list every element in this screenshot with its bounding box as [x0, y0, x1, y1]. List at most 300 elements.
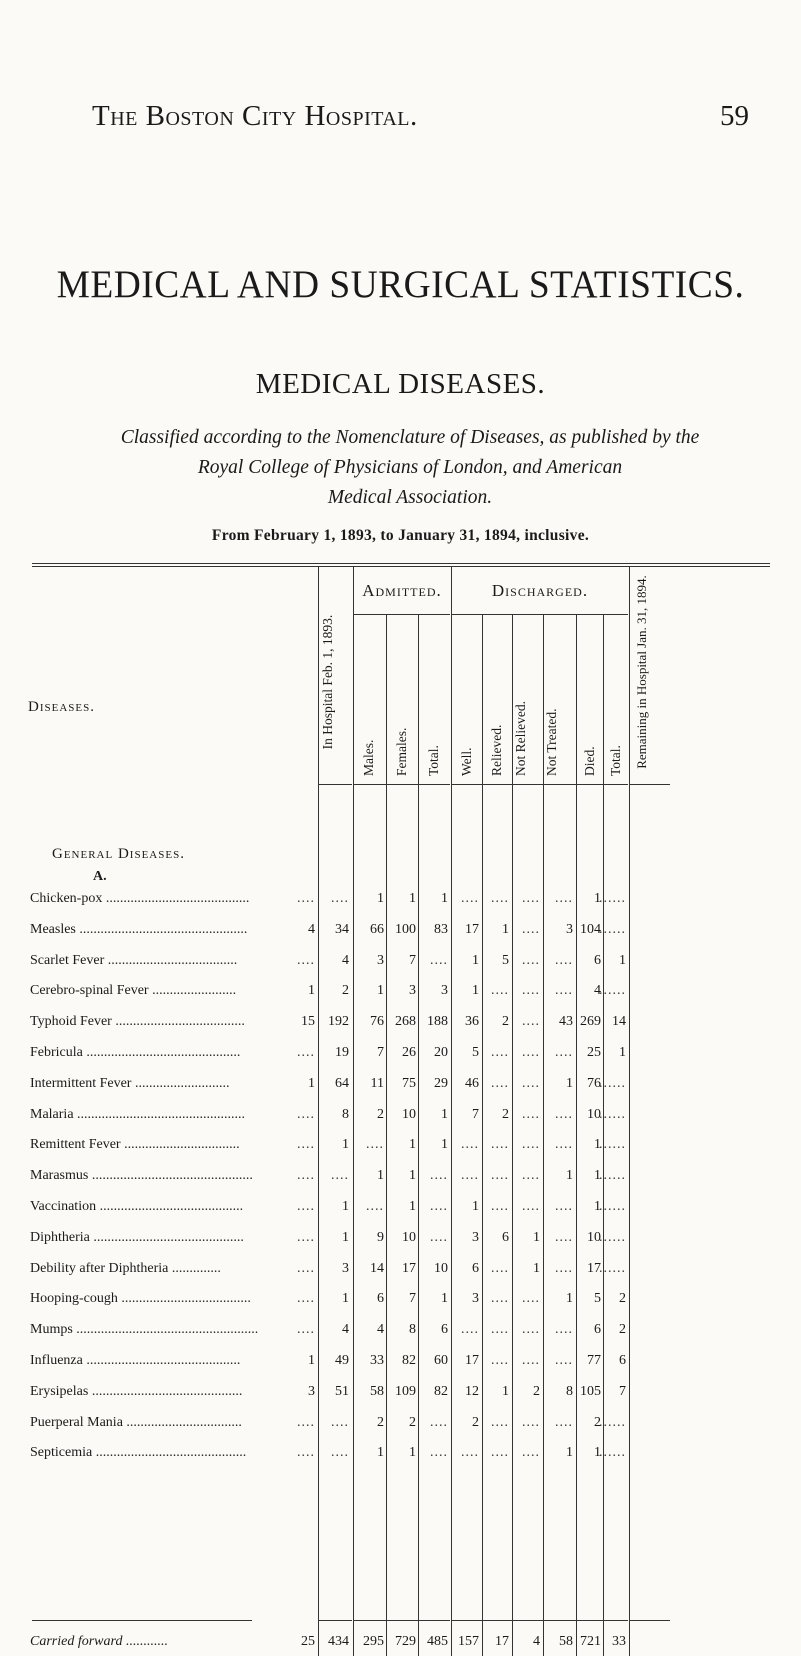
cell-nr: ....: [491, 1168, 509, 1183]
cell-w: 83: [434, 922, 448, 937]
cell-t: 268: [395, 1014, 416, 1029]
total-label: Carried forward ............: [30, 1634, 168, 1649]
cell-dt: 10: [587, 1107, 601, 1122]
table-row: [0, 922, 801, 944]
cell-d: 1: [566, 1445, 573, 1460]
cell-r: 5: [472, 1045, 479, 1060]
cell-nt: ....: [522, 922, 540, 937]
cell-d: ....: [555, 1107, 573, 1122]
cell-nt: ....: [522, 1322, 540, 1337]
cell-rem: ......: [599, 1230, 626, 1245]
cell-t: 1: [409, 1137, 416, 1152]
cell-w: 485: [427, 1634, 448, 1649]
cell-w: 29: [434, 1076, 448, 1091]
cell-m: 1: [342, 1291, 349, 1306]
cell-d: ....: [555, 891, 573, 906]
cell-t: 1: [409, 1168, 416, 1183]
cell-w: ....: [430, 1230, 448, 1245]
cell-rem: 2: [619, 1322, 626, 1337]
row-label: Debility after Diphtheria ..............: [30, 1261, 221, 1276]
cell-in: ....: [297, 1445, 315, 1460]
cell-f: 9: [377, 1230, 384, 1245]
cell-f: 58: [370, 1384, 384, 1399]
col-admitted-total: Total.: [426, 745, 441, 776]
cell-r: 17: [465, 922, 479, 937]
table-row: [0, 1291, 801, 1313]
col-line: [603, 614, 604, 1656]
cell-f: 11: [370, 1076, 384, 1091]
cell-m: 192: [328, 1014, 349, 1029]
cell-dt: 6: [594, 953, 601, 968]
cell-nr: ....: [491, 1199, 509, 1214]
cell-dt: 1: [594, 1137, 601, 1152]
cell-d: ....: [555, 983, 573, 998]
date-range: From February 1, 1893, to January 31, 1894, inclusive.: [211, 527, 590, 544]
row-label: Septicemia ...........................................: [30, 1445, 247, 1460]
cell-in: 1: [308, 983, 315, 998]
cell-in: ....: [297, 953, 315, 968]
cell-d: 8: [566, 1384, 573, 1399]
row-label: Typhoid Fever .....................................: [30, 1014, 245, 1029]
cell-rem: 6: [619, 1353, 626, 1368]
cell-nt: ....: [522, 1353, 540, 1368]
cell-nr: ....: [491, 1353, 509, 1368]
cell-rem: ......: [599, 922, 626, 937]
col-line: [418, 614, 419, 1656]
cell-t: 7: [409, 1291, 416, 1306]
col-line: [386, 614, 387, 1656]
cell-m: 2: [342, 983, 349, 998]
discharged-rule: [452, 614, 628, 615]
cell-w: 1: [441, 1291, 448, 1306]
cell-rem: 14: [612, 1014, 626, 1029]
table-row: [0, 1445, 801, 1467]
cell-t: 8: [409, 1322, 416, 1337]
cell-f: 76: [370, 1014, 384, 1029]
cell-m: ....: [331, 1168, 349, 1183]
cell-rem: ......: [599, 1137, 626, 1152]
row-label: Malaria ................................................: [30, 1107, 246, 1122]
cell-t: 10: [402, 1107, 416, 1122]
row-label: Diphtheria ...........................................: [30, 1230, 244, 1245]
col-not-relieved: Not Relieved.: [513, 701, 528, 776]
cell-rem: ......: [599, 1199, 626, 1214]
cell-dt: 269: [580, 1014, 601, 1029]
table-row: [0, 1322, 801, 1344]
main-title: MEDICAL AND SURGICAL STATISTICS.: [56, 263, 745, 306]
cell-dt: 104: [580, 922, 601, 937]
cell-d: ....: [555, 1137, 573, 1152]
table-row: [0, 1384, 801, 1406]
cell-nr: 17: [495, 1634, 509, 1649]
cell-nt: ....: [522, 1014, 540, 1029]
row-label: Scarlet Fever .....................................: [30, 953, 238, 968]
cell-f: 4: [377, 1322, 384, 1337]
subtitle: MEDICAL DISEASES.: [255, 368, 546, 400]
cell-d: ....: [555, 1353, 573, 1368]
cell-t: 26: [402, 1045, 416, 1060]
table-row: [0, 1261, 801, 1283]
cell-rem: ......: [599, 1445, 626, 1460]
cell-nt: ....: [522, 983, 540, 998]
row-label: Marasmus ..............................................: [30, 1168, 253, 1183]
cell-t: 75: [402, 1076, 416, 1091]
total-rule: [452, 1620, 628, 1621]
cell-nr: ....: [491, 1415, 509, 1430]
cell-d: ....: [555, 1230, 573, 1245]
cell-nt: ....: [522, 1045, 540, 1060]
row-label: Cerebro-spinal Fever ........................: [30, 983, 237, 998]
classification-line-2: Royal College of Physicians of London, and American: [197, 457, 623, 478]
cell-nr: 1: [502, 1384, 509, 1399]
running-title: The Boston City Hospital.: [92, 100, 418, 132]
cell-m: ....: [331, 891, 349, 906]
cell-in: ....: [297, 1199, 315, 1214]
cell-f: 1: [377, 983, 384, 998]
cell-nt: 1: [533, 1230, 540, 1245]
cell-w: ....: [430, 1445, 448, 1460]
cell-t: 3: [409, 983, 416, 998]
cell-dt: 2: [594, 1415, 601, 1430]
table-row: [0, 1014, 801, 1036]
cell-dt: 1: [594, 1199, 601, 1214]
cell-nr: ....: [491, 1076, 509, 1091]
cell-nt: ....: [522, 1076, 540, 1091]
cell-nr: ....: [491, 1445, 509, 1460]
cell-d: ....: [555, 1322, 573, 1337]
row-label: Mumps ....................................................: [30, 1322, 259, 1337]
col-line: [482, 614, 483, 1656]
cell-r: 1: [472, 983, 479, 998]
cell-dt: 10: [587, 1230, 601, 1245]
cell-r: 12: [465, 1384, 479, 1399]
cell-r: 3: [472, 1230, 479, 1245]
cell-nr: 2: [502, 1107, 509, 1122]
cell-t: 17: [402, 1261, 416, 1276]
row-label: Erysipelas ...........................................: [30, 1384, 243, 1399]
cell-nr: ....: [491, 1137, 509, 1152]
table-row: [0, 1168, 801, 1190]
table-row: [0, 1107, 801, 1129]
cell-w: ....: [430, 1168, 448, 1183]
cell-d: ....: [555, 1199, 573, 1214]
cell-nr: ....: [491, 983, 509, 998]
cell-rem: ......: [599, 1076, 626, 1091]
cell-in: ....: [297, 1322, 315, 1337]
cell-w: 1: [441, 1137, 448, 1152]
cell-nt: 1: [533, 1261, 540, 1276]
row-label: Hooping-cough .....................................: [30, 1291, 251, 1306]
cell-r: 17: [465, 1353, 479, 1368]
cell-m: 1: [342, 1137, 349, 1152]
cell-nr: ....: [491, 1045, 509, 1060]
cell-nr: 2: [502, 1014, 509, 1029]
cell-t: 1: [409, 1199, 416, 1214]
cell-nt: ....: [522, 1445, 540, 1460]
header-rule: [318, 784, 352, 785]
table-row: [0, 1353, 801, 1375]
cell-nr: ....: [491, 1291, 509, 1306]
col-relieved: Relieved.: [489, 724, 504, 776]
cell-d: 1: [566, 1168, 573, 1183]
cell-r: 1: [472, 1199, 479, 1214]
cell-dt: 17: [587, 1261, 601, 1276]
cell-m: 1: [342, 1199, 349, 1214]
cell-dt: 5: [594, 1291, 601, 1306]
cell-r: ....: [461, 1168, 479, 1183]
cell-d: ....: [555, 1261, 573, 1276]
cell-m: 19: [335, 1045, 349, 1060]
cell-in: 1: [308, 1076, 315, 1091]
cell-w: 3: [441, 983, 448, 998]
row-label: Vaccination .........................................: [30, 1199, 244, 1214]
cell-t: 729: [395, 1634, 416, 1649]
cell-dt: 6: [594, 1322, 601, 1337]
section-heading: General Diseases.: [52, 846, 185, 862]
cell-w: 6: [441, 1322, 448, 1337]
cell-w: 60: [434, 1353, 448, 1368]
cell-d: ....: [555, 1045, 573, 1060]
cell-m: 64: [335, 1076, 349, 1091]
cell-in: ....: [297, 1261, 315, 1276]
section-subheading: A.: [93, 869, 107, 884]
cell-r: ....: [461, 1445, 479, 1460]
cell-dt: 4: [594, 983, 601, 998]
cell-in: 25: [301, 1634, 315, 1649]
total-rule: [354, 1620, 450, 1621]
cell-w: 20: [434, 1045, 448, 1060]
cell-rem: 2: [619, 1291, 626, 1306]
cell-rem: 1: [619, 953, 626, 968]
cell-rem: 1: [619, 1045, 626, 1060]
col-in-hospital: In Hospital Feb. 1, 1893.: [320, 614, 335, 750]
cell-nt: ....: [522, 1291, 540, 1306]
cell-rem: 33: [612, 1634, 626, 1649]
cell-r: ....: [461, 1322, 479, 1337]
col-discharged-total: Total.: [608, 745, 623, 776]
cell-dt: 77: [587, 1353, 601, 1368]
cell-t: 10: [402, 1230, 416, 1245]
cell-f: 14: [370, 1261, 384, 1276]
cell-d: 43: [559, 1014, 573, 1029]
cell-in: ....: [297, 1045, 315, 1060]
cell-rem: ......: [599, 983, 626, 998]
row-label: Febricula ............................................: [30, 1045, 241, 1060]
cell-dt: 721: [580, 1634, 601, 1649]
row-label: Chicken-pox .........................................: [30, 891, 250, 906]
cell-r: 36: [465, 1014, 479, 1029]
cell-dt: 1: [594, 891, 601, 906]
table-row: [0, 1045, 801, 1067]
cell-d: 3: [566, 922, 573, 937]
cell-nr: 5: [502, 953, 509, 968]
cell-r: 46: [465, 1076, 479, 1091]
cell-in: 1: [308, 1353, 315, 1368]
cell-rem: 7: [619, 1384, 626, 1399]
cell-f: 6: [377, 1291, 384, 1306]
running-head: [92, 100, 749, 140]
cell-m: ....: [331, 1445, 349, 1460]
cell-in: ....: [297, 891, 315, 906]
col-line: [576, 614, 577, 1656]
row-label: Influenza ............................................: [30, 1353, 241, 1368]
cell-t: 7: [409, 953, 416, 968]
col-remaining: Remaining in Hospital Jan. 31, 1894.: [634, 575, 649, 769]
classification-line-1: Classified according to the Nomenclature of Diseases, as published by the: [120, 427, 700, 448]
table-row: [0, 983, 801, 1005]
table-row: [0, 1137, 801, 1159]
classification-note: [60, 423, 760, 513]
col-females: Females.: [394, 727, 409, 776]
cell-w: ....: [430, 1199, 448, 1214]
row-label: Intermittent Fever ...........................: [30, 1076, 230, 1091]
total-row: [0, 1634, 801, 1656]
cell-nt: ....: [522, 1199, 540, 1214]
header-rule: [354, 784, 450, 785]
cell-dt: 25: [587, 1045, 601, 1060]
cell-in: ....: [297, 1168, 315, 1183]
cell-f: 7: [377, 1045, 384, 1060]
cell-nt: ....: [522, 1137, 540, 1152]
cell-m: 49: [335, 1353, 349, 1368]
row-label: Remittent Fever .................................: [30, 1137, 240, 1152]
cell-r: 1: [472, 953, 479, 968]
cell-in: ....: [297, 1230, 315, 1245]
cell-f: 2: [377, 1107, 384, 1122]
header-rule: [452, 784, 628, 785]
cell-t: 1: [409, 1445, 416, 1460]
cell-r: 3: [472, 1291, 479, 1306]
cell-m: 4: [342, 953, 349, 968]
cell-nt: 4: [533, 1634, 540, 1649]
table-row: [0, 1230, 801, 1252]
cell-in: ....: [297, 1415, 315, 1430]
cell-in: 15: [301, 1014, 315, 1029]
cell-w: 188: [427, 1014, 448, 1029]
table-top-rule-2: [32, 566, 770, 567]
table-row: [0, 891, 801, 913]
cell-in: 4: [308, 922, 315, 937]
cell-f: ....: [366, 1137, 384, 1152]
cell-r: 6: [472, 1261, 479, 1276]
row-label: Puerperal Mania .................................: [30, 1415, 242, 1430]
col-not-treated: Not Treated.: [544, 708, 559, 776]
cell-dt: 1: [594, 1168, 601, 1183]
total-rule: [32, 1620, 252, 1621]
cell-r: 157: [458, 1634, 479, 1649]
cell-f: 1: [377, 1445, 384, 1460]
cell-r: ....: [461, 891, 479, 906]
cell-nt: ....: [522, 1107, 540, 1122]
cell-d: ....: [555, 1415, 573, 1430]
cell-nt: ....: [522, 1168, 540, 1183]
table-row: [0, 953, 801, 975]
cell-in: ....: [297, 1137, 315, 1152]
col-well: Well.: [459, 747, 474, 776]
cell-f: 295: [363, 1634, 384, 1649]
cell-d: 1: [566, 1291, 573, 1306]
cell-t: 2: [409, 1415, 416, 1430]
cell-m: 3: [342, 1261, 349, 1276]
cell-w: 1: [441, 1107, 448, 1122]
diseases-header: Diseases.: [28, 699, 95, 715]
cell-m: 34: [335, 922, 349, 937]
cell-dt: 1: [594, 1445, 601, 1460]
col-males: Males.: [361, 739, 376, 776]
cell-nr: ....: [491, 891, 509, 906]
cell-w: 10: [434, 1261, 448, 1276]
cell-r: 2: [472, 1415, 479, 1430]
cell-rem: ......: [599, 1107, 626, 1122]
cell-t: 82: [402, 1353, 416, 1368]
cell-nr: 6: [502, 1230, 509, 1245]
cell-nr: 1: [502, 922, 509, 937]
cell-in: 3: [308, 1384, 315, 1399]
cell-nr: ....: [491, 1322, 509, 1337]
total-rule: [630, 1620, 670, 1621]
table-row: [0, 1076, 801, 1098]
cell-f: 33: [370, 1353, 384, 1368]
cell-nr: ....: [491, 1261, 509, 1276]
cell-w: 1: [441, 891, 448, 906]
cell-f: 2: [377, 1415, 384, 1430]
cell-rem: ......: [599, 1415, 626, 1430]
page-number: 59: [720, 100, 749, 132]
cell-m: 1: [342, 1230, 349, 1245]
cell-r: ....: [461, 1137, 479, 1152]
cell-t: 100: [395, 922, 416, 937]
cell-t: 109: [395, 1384, 416, 1399]
admitted-rule: [354, 614, 450, 615]
table-top-rule: [32, 563, 770, 564]
cell-r: 7: [472, 1107, 479, 1122]
cell-nt: ....: [522, 953, 540, 968]
col-died: Died.: [582, 746, 597, 776]
cell-f: ....: [366, 1199, 384, 1214]
cell-m: ....: [331, 1415, 349, 1430]
cell-in: ....: [297, 1291, 315, 1306]
table-row: [0, 1199, 801, 1221]
cell-dt: 105: [580, 1384, 601, 1399]
admitted-header: Admitted.: [362, 581, 442, 600]
cell-m: 8: [342, 1107, 349, 1122]
cell-m: 4: [342, 1322, 349, 1337]
cell-rem: ......: [599, 1261, 626, 1276]
table-row: [0, 1415, 801, 1437]
cell-m: 51: [335, 1384, 349, 1399]
cell-m: 434: [328, 1634, 349, 1649]
cell-d: 58: [559, 1634, 573, 1649]
cell-f: 3: [377, 953, 384, 968]
cell-rem: ......: [599, 891, 626, 906]
cell-w: ....: [430, 1415, 448, 1430]
cell-f: 1: [377, 1168, 384, 1183]
cell-nt: 2: [533, 1384, 540, 1399]
cell-t: 1: [409, 891, 416, 906]
cell-nt: ....: [522, 1415, 540, 1430]
cell-nt: ....: [522, 891, 540, 906]
cell-w: 82: [434, 1384, 448, 1399]
total-rule: [318, 1620, 352, 1621]
cell-in: ....: [297, 1107, 315, 1122]
cell-d: 1: [566, 1076, 573, 1091]
header-rule: [630, 784, 670, 785]
cell-w: ....: [430, 953, 448, 968]
cell-rem: ......: [599, 1168, 626, 1183]
cell-d: ....: [555, 953, 573, 968]
cell-dt: 76: [587, 1076, 601, 1091]
discharged-header: Discharged.: [491, 581, 589, 600]
